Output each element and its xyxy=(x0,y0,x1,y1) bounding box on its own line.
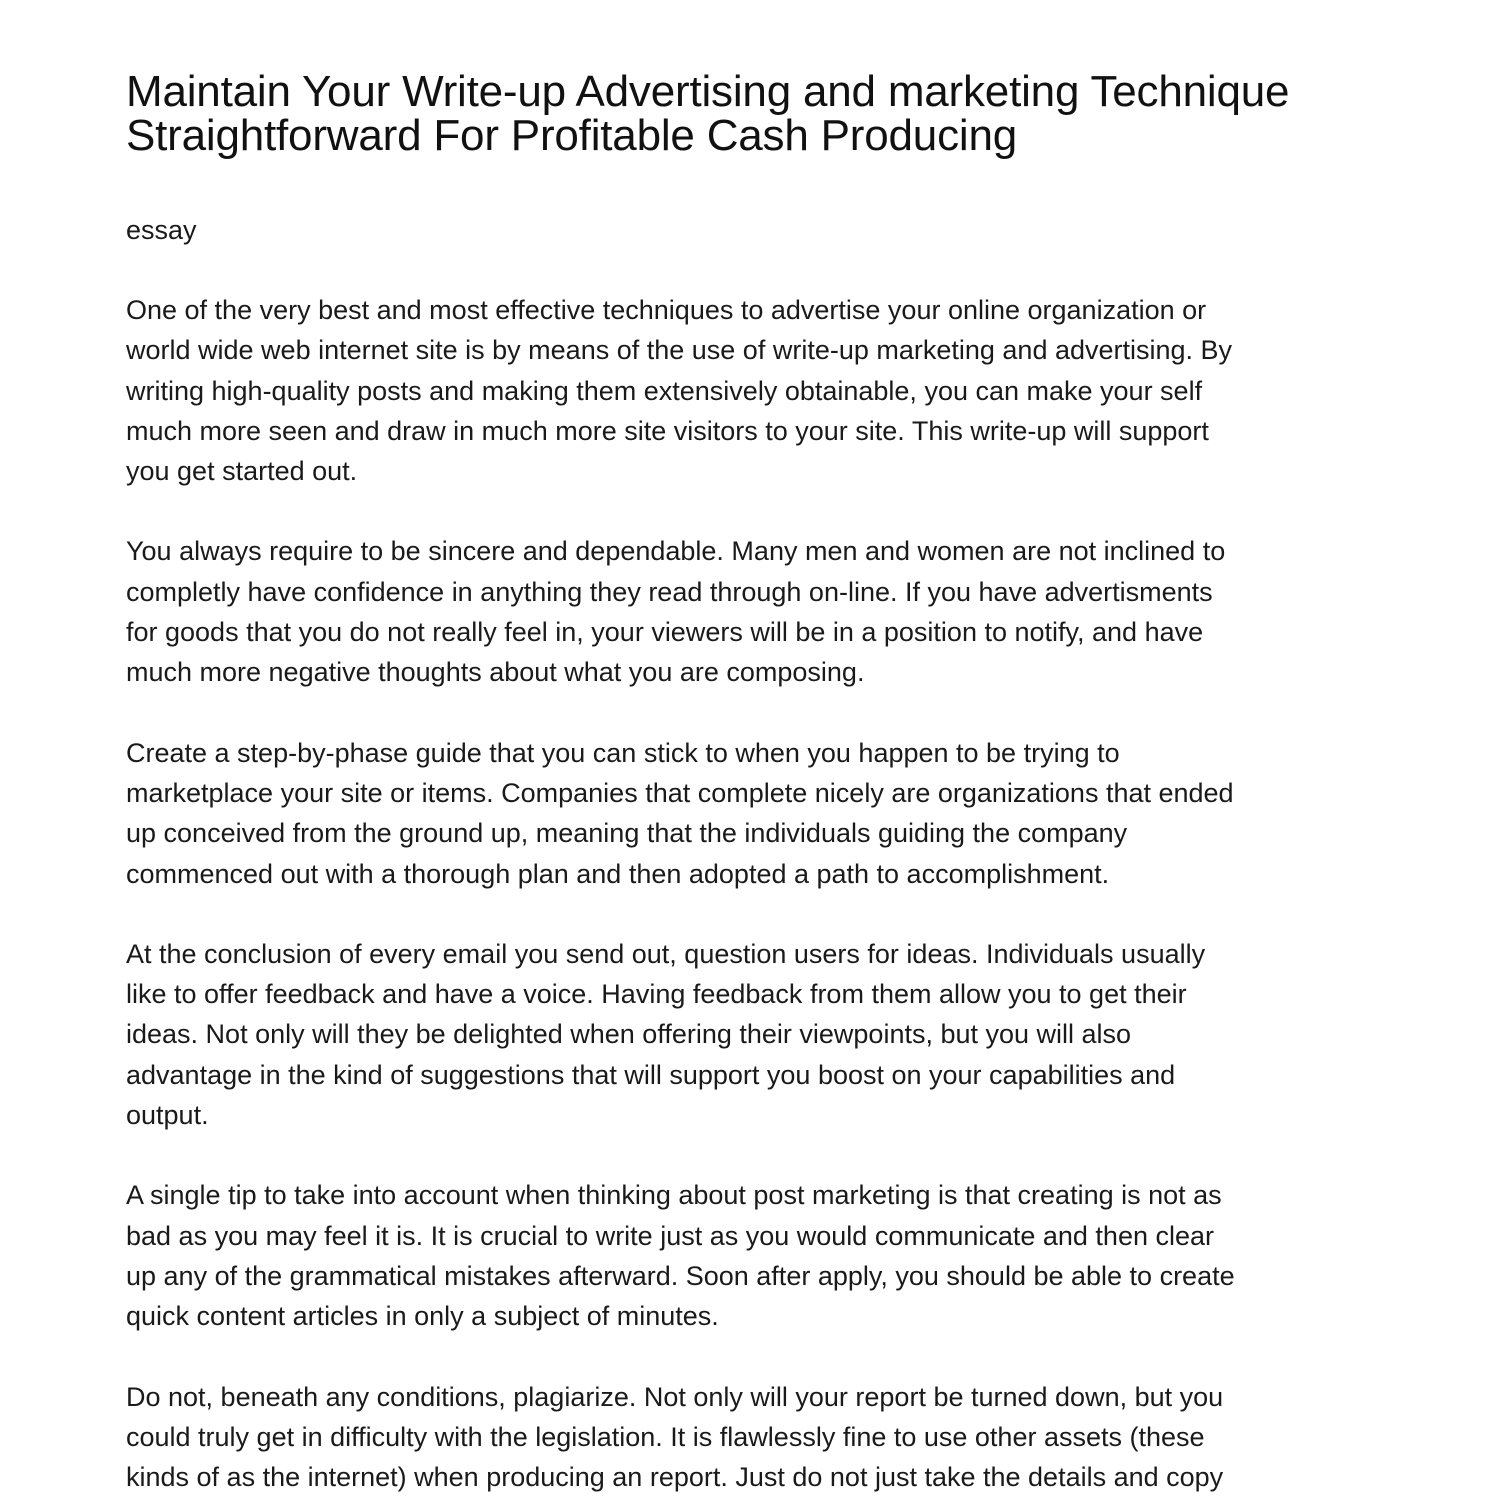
title-line: Straightforward For Profitable Cash Producing xyxy=(126,111,1017,160)
paragraph-3 xyxy=(126,733,1386,894)
text-line: ideas. Not only will they be delighted when offering their viewpoints, but you will also xyxy=(126,1019,1132,1050)
document-page xyxy=(126,67,1386,1497)
text-line: You always require to be sincere and dependable. Many men and women are not inclined to xyxy=(126,536,1226,567)
text-line: commenced out with a thorough plan and then adopted a path to accomplishment. xyxy=(126,858,1110,889)
text-line: up any of the grammatical mistakes afterward. Soon after apply, you should be able to create xyxy=(126,1260,1235,1291)
text-line: One of the very best and most effective techniques to advertise your online organization or xyxy=(126,295,1207,325)
text-line: writing high-quality posts and making them extensively obtainable, you can make your self xyxy=(126,375,1203,406)
text-line: kinds of as the internet) when producing an report. Just do not just take the details and copy xyxy=(126,1462,1224,1493)
text-line: much more negative thoughts about what you are composing. xyxy=(126,657,865,688)
text-line: Create a step-by-phase guide that you can stick to when you happen to be trying to xyxy=(126,737,1120,768)
text-line: you get started out. xyxy=(126,456,358,487)
paragraph-2 xyxy=(126,531,1386,692)
text-line: bad as you may feel it is. It is crucial to write just as you would communicate and then clear xyxy=(126,1220,1215,1251)
text-line: At the conclusion of every email you send out, question users for ideas. Individuals usually xyxy=(126,938,1206,969)
text-line: output. xyxy=(126,1100,209,1131)
text-line: could truly get in difficulty with the legislation. It is flawlessly fine to use other assets (these xyxy=(126,1421,1205,1452)
text-line: completly have confidence in anything they read through on-line. If you have advertisments xyxy=(126,576,1213,607)
paragraph-1 xyxy=(126,290,1386,491)
text-line: Do not, beneath any conditions, plagiarize. Not only will your report be turned down, but you xyxy=(126,1381,1224,1412)
text-line: world wide web internet site is by means of the use of write-up marketing and advertising. By xyxy=(126,335,1233,366)
text-line: much more seen and draw in much more site visitors to your site. This write-up will support xyxy=(126,415,1209,446)
document-category: essay xyxy=(126,215,197,245)
paragraph-4 xyxy=(126,934,1386,1135)
text-line: up conceived from the ground up, meaning that the individuals guiding the company xyxy=(126,818,1128,849)
text-line: A single tip to take into account when thinking about post marketing is that creating is not as xyxy=(126,1180,1222,1211)
text-line: like to offer feedback and have a voice. Having feedback from them allow you to get their xyxy=(126,979,1187,1010)
paragraph-5 xyxy=(126,1175,1386,1336)
text-line: quick content articles in only a subject of minutes. xyxy=(126,1301,719,1332)
document-title xyxy=(126,67,1386,160)
text-line: marketplace your site or items. Companies that complete nicely are organizations that ended xyxy=(126,777,1234,808)
title-line: Maintain Your Write-up Advertising and marketing Technique xyxy=(126,67,1290,116)
paragraph-6 xyxy=(126,1377,1386,1498)
text-line: for goods that you do not really feel in, your viewers will be in a position to notify, and have xyxy=(126,617,1204,648)
text-line: advantage in the kind of suggestions that will support you boost on your capabilities and xyxy=(126,1059,1176,1090)
